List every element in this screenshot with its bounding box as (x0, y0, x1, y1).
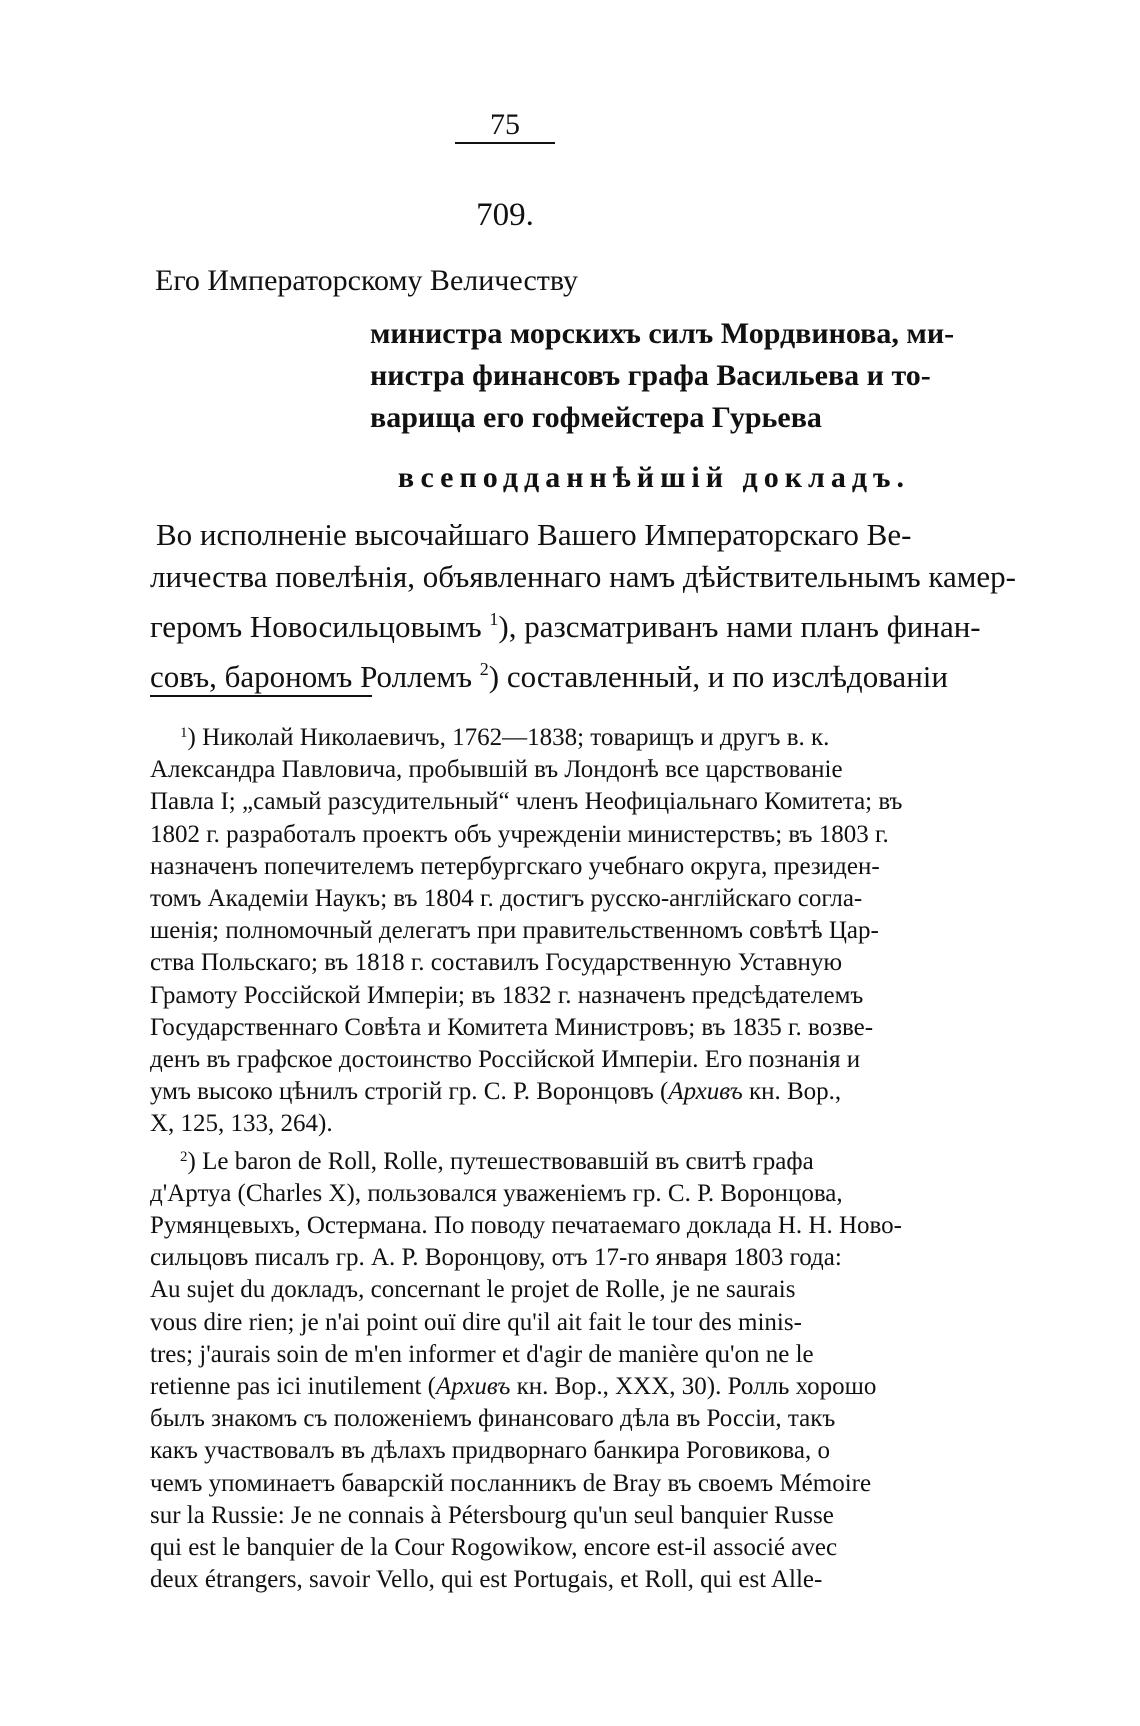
body-line (150, 598, 981, 648)
footnote-line-text: кн. Вор., XXX, 30). Ролль хорошо (510, 1373, 877, 1401)
footnote-line: чемъ упоминаетъ баварскій посланникъ de Bray въ своемъ Mémoire (150, 1469, 872, 1497)
footnote-italic-source: Архивъ (668, 1078, 743, 1106)
footnote-line: какъ участвовалъ въ дѣлахъ придворнаго банкира Роговикова, о (150, 1437, 830, 1465)
body-line: личества повелѣнія, объявленнаго намъ дѣйствительнымъ камер- (150, 559, 1016, 594)
footnote-line-text: ) Le baron de Roll, Rolle, путешествовавшій въ свитѣ графа (187, 1147, 814, 1175)
footnote-reference-2: 2 (479, 659, 489, 679)
authors-line: министра морскихъ силъ Мордвинова, ми- (370, 317, 955, 350)
addressee-line: Его Императорскому Величеству (155, 264, 579, 297)
footnote-line: deux étrangers, savoir Vello, qui est Portugais, et Roll, qui est Alle- (150, 1566, 823, 1594)
footnote-line: tres; j'aurais soin de m'en informer et d'agir de manière qu'on ne le (150, 1340, 814, 1368)
footnote-line: ства Польскаго; въ 1818 г. составилъ Государственную Уставную (150, 949, 843, 977)
authors-block (370, 313, 955, 439)
footnote-line: vous dire rien; je n'ai point ouï dire qu'il ait fait le tour des minis- (150, 1308, 802, 1336)
footnote-line: 1802 г. разработалъ проектъ объ учрежденіи министерствъ; въ 1803 г. (150, 820, 889, 848)
footnote-line: Александра Павловича, пробывшій въ Лондонѣ все царствованіе (150, 756, 843, 784)
footnote-line-text: ) Николай Николаевичъ, 1762—1838; товарищъ и другъ в. к. (187, 724, 830, 751)
document-number: 709. (476, 197, 534, 233)
page-number: 75 (490, 108, 520, 141)
footnote-line-text: retienne pas ici inutilement ( (150, 1373, 437, 1401)
footnote-line: sur la Russie: Je ne connais à Pétersbourg qu'un seul banquier Russe (150, 1501, 834, 1529)
footnote-line: назначенъ попечителемъ петербургскаго учебнаго округа, президен- (150, 852, 880, 880)
footnote-mark: 1 (180, 725, 188, 741)
body-text-segment: ), разсматриванъ нами планъ финан- (498, 609, 981, 644)
body-text-segment: совъ, барономъ Роллемъ (150, 659, 472, 694)
body-text-segment: геромъ Новосильцовымъ (150, 609, 482, 644)
footnote-separator (150, 695, 372, 697)
footnotes (150, 717, 915, 1596)
footnote-line (150, 1141, 915, 1178)
footnote-2 (150, 1141, 915, 1597)
footnote-line (150, 717, 915, 754)
authors-line: нистра финансовъ графа Васильева и то- (370, 359, 931, 392)
footnote-line: д'Артуа (Charles X), пользовался уваженіемъ гр. С. Р. Воронцова, (150, 1179, 843, 1207)
footnote-line (150, 1371, 915, 1403)
footnote-line: денъ въ графское достоинство Россійской Имперіи. Его познанія и (150, 1046, 861, 1074)
page-number-rule (455, 142, 555, 144)
body-line: Во исполненіе высочайшаго Вашего Императорскаго Ве- (156, 517, 912, 552)
footnote-line: томъ Академіи Наукъ; въ 1804 г. достигъ русско-англійскаго согла- (150, 885, 863, 913)
footnote-reference-1: 1 (489, 609, 499, 629)
footnote-line: Грамоту Россійской Имперіи; въ 1832 г. назначенъ предсѣдателемъ (150, 981, 864, 1009)
footnote-line: Au sujet du докладъ, concernant le projet de Rolle, je ne saurais (150, 1276, 796, 1304)
footnote-line: X, 125, 133, 264). (150, 1110, 333, 1138)
footnote-line: шенія; полномочный делегатъ при правительственномъ совѣтѣ Цар- (150, 917, 879, 945)
report-title: всеподданнѣйшій докладъ. (397, 461, 910, 494)
body-text-segment: ) составленный, и по изслѣдованіи (488, 659, 948, 694)
footnote-line: qui est le banquier de la Cour Rogowikow, encore est-il associé avec (150, 1534, 838, 1562)
authors-line: варища его гофмейстера Гурьева (370, 401, 822, 434)
footnote-line (150, 1076, 915, 1108)
body-line (150, 648, 948, 698)
footnote-italic-source: Архивъ (436, 1373, 511, 1401)
footnote-line: Павла I; „самый разсудительный“ членъ Неофиціальнаго Комитета; въ (150, 788, 903, 816)
footnote-1 (150, 717, 915, 1141)
footnote-line: Государственнаго Совѣта и Комитета Министровъ; въ 1835 г. возве- (150, 1013, 874, 1041)
footnote-line-text: умъ высоко цѣнилъ строгій гр. С. Р. Воронцовъ ( (150, 1078, 669, 1106)
footnote-mark: 2 (180, 1148, 188, 1165)
footnote-line: сильцовъ писалъ гр. А. Р. Воронцову, отъ 17-го января 1803 года: (150, 1244, 842, 1272)
footnote-line-text: кн. Вор., (742, 1078, 842, 1106)
body-text (150, 514, 1016, 698)
footnote-line: Румянцевыхъ, Остермана. По поводу печатаемаго доклада Н. Н. Ново- (150, 1212, 902, 1240)
footnote-line: былъ знакомъ съ положеніемъ финансоваго дѣла въ Россіи, такъ (150, 1405, 836, 1433)
